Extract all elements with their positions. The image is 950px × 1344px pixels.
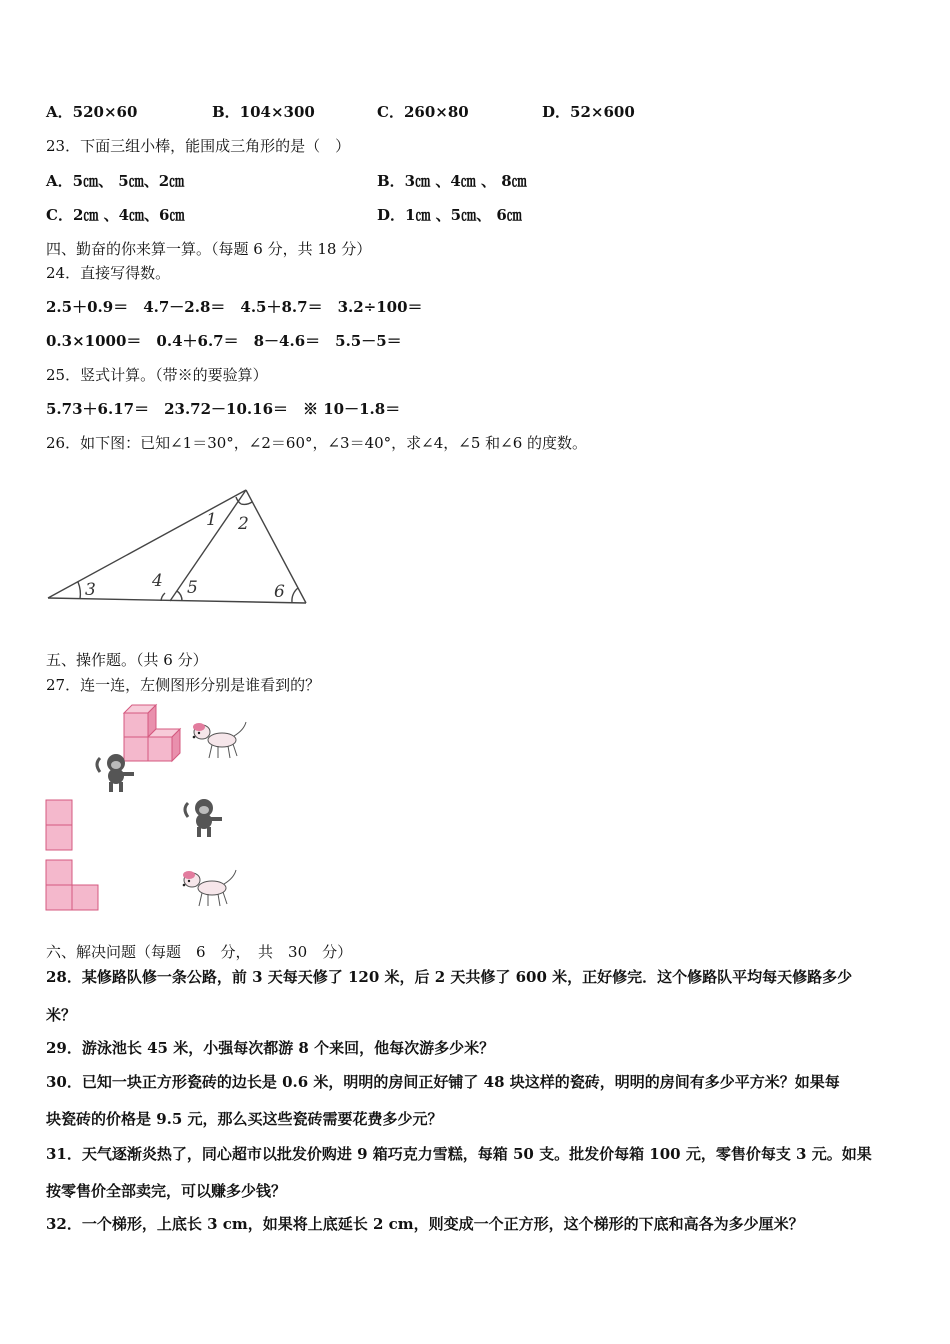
angle-arc-2 [241,502,252,504]
angle-label-5: 5 [187,578,198,598]
angle-arc-5 [177,591,182,601]
section5-title: 五、操作题。（共 6 分） [46,651,208,669]
q23-option-c: C．2㎝ 、4㎝、6㎝ [46,206,185,224]
q31-line2: 按零售价全部卖完，可以赚多少钱？ [46,1182,287,1200]
q28-line1: 28．某修路队修一条公路，前 3 天每天修了 120 米，后 2 天共修了 600 米，正好修完．这个修路队平均每天修路多少 [46,968,853,986]
q22-option-b: B．104×300 [212,103,315,121]
q26-stem: 26．如下图：已知∠1＝30°，∠2＝60°，∠3＝40°，求∠4，∠5 和∠6 的度数。 [46,434,588,452]
q23-stem: 23．下面三组小棒，能围成三角形的是（ ） [46,137,351,155]
triangle-cevian [170,490,246,601]
q29: 29．游泳池长 45 米，小强每次都游 8 个来回，他每次游多少米？ [46,1039,495,1057]
triangle-side-left [48,490,246,598]
q23-option-a: A．5㎝、 5㎝、2㎝ [46,172,185,190]
q24-row2: 0.3×1000＝ 0.4＋6.7＝ 8－4.6＝ 5.5－5＝ [46,332,402,350]
q32: 32．一个梯形，上底长 3 cm，如果将上底延长 2 cm，则变成一个正方形，这个梯形的下底和高各为多少厘米？ [46,1215,804,1233]
monkey-icon [180,797,228,839]
dog-icon [190,718,250,762]
triangle-figure [40,478,320,613]
angle-arc-6 [292,588,298,602]
q30-line2: 块瓷砖的价格是 9.5 元，那么买这些瓷砖需要花费多少元？ [46,1110,443,1128]
section6-title: 六、解决问题（每题 6 分， 共 30 分） [46,943,353,961]
angle-label-1: 1 [206,510,217,530]
q28-line2: 米？ [46,1006,77,1024]
dog-icon [180,866,240,910]
angle-label-3: 3 [85,580,96,600]
q23-option-b: B．3㎝ 、4㎝ 、 8㎝ [377,172,527,190]
q25-stem: 25．竖式计算。（带※的要验算） [46,366,268,384]
q31-line1: 31．天气逐渐炎热了，同心超市以批发价购进 9 箱巧克力雪糕，每箱 50 支。批发价每箱 100 元，零售价每支 3 元。如果 [46,1145,872,1163]
monkey-icon [92,752,140,794]
angle-label-6: 6 [274,582,285,602]
q22-option-a: A．520×60 [46,103,138,121]
q22-option-c: C．260×80 [377,103,469,121]
side-view-shape [45,859,101,913]
angle-label-2: 2 [238,514,249,534]
q22-option-d: D．52×600 [542,103,635,121]
q30-line1: 30．已知一块正方形瓷砖的边长是 0.6 米，明明的房间正好铺了 48 块这样的瓷砖，明明的房间有多少平方米？如果每 [46,1073,840,1091]
section4-title: 四、勤奋的你来算一算。（每题 6 分，共 18 分） [46,240,372,258]
q27-stem: 27．连一连，左侧图形分别是谁看到的？ [46,676,321,694]
q24-row1: 2.5＋0.9＝ 4.7－2.8＝ 4.5＋8.7＝ 3.2÷100＝ [46,298,423,316]
q23-option-d: D．1㎝ 、5㎝、 6㎝ [377,206,522,224]
q24-stem: 24．直接写得数。 [46,264,171,282]
q25-row: 5.73＋6.17＝ 23.72－10.16＝ ※ 10－1.8＝ [46,400,401,418]
angle-label-4: 4 [152,571,163,591]
angle-arc-3 [78,582,80,599]
front-view-shape [45,799,75,853]
